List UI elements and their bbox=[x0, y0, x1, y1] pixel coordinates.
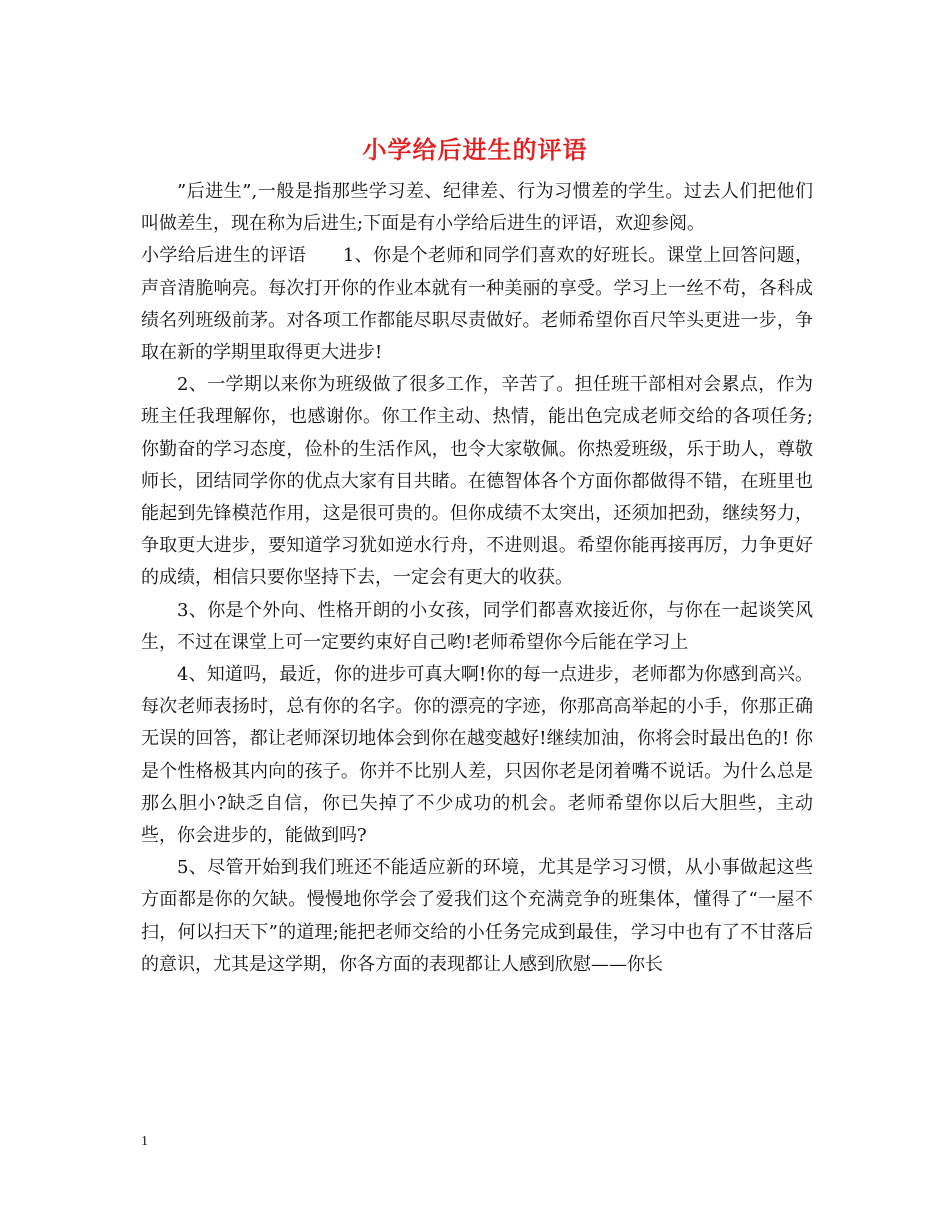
page-number: 1 bbox=[141, 1134, 148, 1149]
paragraph-intro: ”后进生”,一般是指那些学习差、纪律差、行为习惯差的学生。过去人们把他们叫做差生，现在称为后进生;下面是有小学给后进生的评语，欢迎参阅。 bbox=[141, 181, 813, 235]
paragraph-comment-3: 3、你是个外向、性格开朗的小女孩，同学们都喜欢接近你，与你在一起谈笑风生，不过在课堂上可一定要约束好自己哟!老师希望你今后能在学习上 bbox=[141, 599, 813, 653]
document-body bbox=[141, 176, 813, 981]
document-title: 小学给后进生的评语 bbox=[362, 135, 588, 164]
paragraph-comment-4: 4、知道吗，最近，你的进步可真大啊!你的每一点进步，老师都为你感到高兴。每次老师表扬时，总有你的名字。你的漂亮的字迹，你那高高举起的小手，你那正确无误的回答，都让老师深切地体会到你在越变越好!继续加油，你将会时最出色的! 你是个性格极其内向的孩子。你并不比别人差，只因你老是闭着嘴不说话。为什么总是那么胆小?缺乏自信，你已失掉了不少成功的机会。老师希望你以后大胆些，主动些，你会进步的，能做到吗? bbox=[141, 664, 813, 847]
paragraph-comment-1: 小学给后进生的评语 1、你是个老师和同学们喜欢的好班长。课堂上回答问题，声音清脆响亮。每次打开你的作业本就有一种美丽的享受。学习上一丝不苟，各科成绩名列班级前茅。对各项工作都能尽职尽责做好。老师希望你百尺竿头更进一步，争取在新的学期里取得更大进步! bbox=[141, 245, 813, 364]
paragraph-comment-5: 5、尽管开始到我们班还不能适应新的环境，尤其是学习习惯，从小事做起这些方面都是你的欠缺。慢慢地你学会了爱我们这个充满竞争的班集体，懂得了“一屋不扫，何以扫天下”的道理;能把老师交给的小任务完成到最佳，学习中也有了不甘落后的意识，尤其是这学期，你各方面的表现都让人感到欣慰——你长 bbox=[141, 857, 813, 975]
paragraph-comment-2: 2、一学期以来你为班级做了很多工作，辛苦了。担任班干部相对会累点，作为班主任我理解你，也感谢你。你工作主动、热情，能出色完成老师交给的各项任务;你勤奋的学习态度，俭朴的生活作风，也令大家敬佩。你热爱班级，乐于助人，尊敬师长，团结同学你的优点大家有目共睹。在德智体各个方面你都做得不错，在班里也能起到先锋模范作用，这是很可贵的。但你成绩不太突出，还须加把劲，继续努力，争取更大进步，要知道学习犹如逆水行舟，不进则退。希望你能再接再厉，力争更好的成绩，相信只要你坚持下去，一定会有更大的收获。 bbox=[141, 374, 813, 589]
